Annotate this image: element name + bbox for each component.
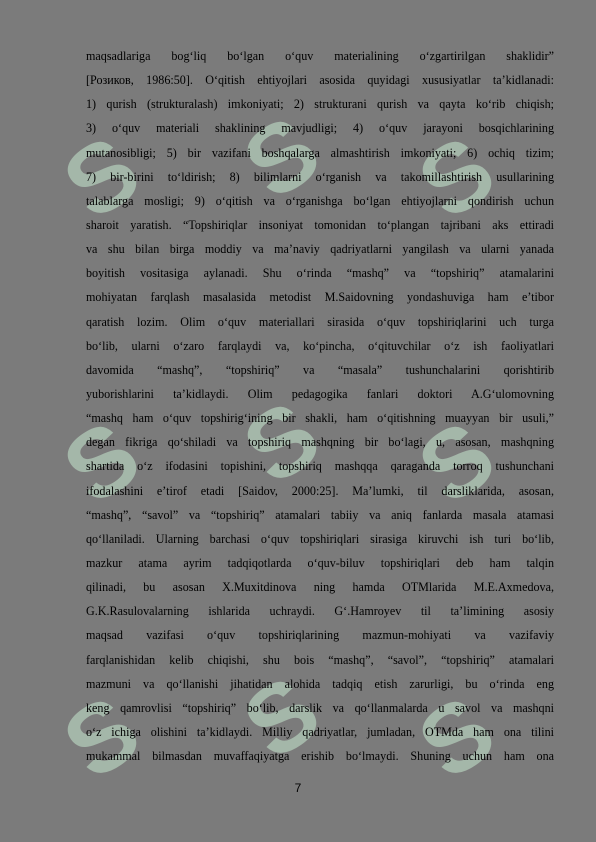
watermark-logo: S bbox=[224, 655, 339, 780]
text-line: yuborishlarini ta’kidlaydi. Olim pedagogika fanlari doktori A.G‘ulomovning bbox=[86, 386, 554, 401]
watermark-logo: S bbox=[399, 400, 514, 525]
text-line: davomida “mashq”, “topshiriq” va “masala” tushunchalarini qorishtirib bbox=[86, 362, 554, 377]
text-line: bo‘lib, ularni o‘zaro farqlaydi va, ko‘pincha, o‘qituvchilar o‘z ish faoliyatlari bbox=[86, 338, 554, 353]
text-line: qilinadi, bu asosan X.Muxitdinova ning hamda OTMlarida M.E.Axmedova, bbox=[86, 580, 554, 595]
text-line: “mashq”, “savol” va “topshiriq” atamalari tabiiy va aniq fanlarda masala atamasi bbox=[86, 507, 554, 522]
text-line: mutanosibligi; 5) bir vazifani boshqalarga almashtirish imkoniyati; 6) ochiq tizim; bbox=[86, 145, 554, 160]
text-line: G.K.Rasulovalarning ishlarida uchraydi. G‘.Hamroyev til ta’limining asosiy bbox=[86, 604, 554, 619]
text-line: 3) o‘quv materiali shaklining mavjudligi; 4) o‘quv jarayoni bosqichlarining bbox=[86, 121, 554, 136]
text-line: degan fikriga qo‘shiladi va topshiriq mashqning bir bo‘lagi, u, asosan, mashqning bbox=[86, 435, 554, 450]
watermark-logo: S bbox=[44, 115, 159, 240]
text-line: [Розиков, 1986:50]. O‘qitish ehtiyojlari asosida quyidagi xususiyatlar ta’kidlanadi: bbox=[86, 73, 554, 88]
watermark-logo: S bbox=[224, 380, 339, 505]
watermark-logo: S bbox=[399, 675, 514, 800]
text-line: qo‘llaniladi. Ularning barchasi o‘quv topshiriqlari sirasiga kiruvchi ish turi bo‘lib, bbox=[86, 531, 554, 546]
text-line: farqlanishidan kelib chiqishi, shu bois “mashq”, “savol”, “topshiriq” atamalari bbox=[86, 652, 554, 667]
text-line: boyitish vositasiga aylanadi. Shu o‘rinda “mashq” va “topshiriq” atamalarini bbox=[86, 266, 554, 281]
text-line: 7) bir-birini to‘ldirish; 8) bilimlarni o‘rganish va takomillashtirish usullarining bbox=[86, 169, 554, 184]
text-line: maqsadlariga bog‘liq bo‘lgan o‘quv materialining o‘zgartirilgan shaklidir” bbox=[86, 49, 554, 63]
text-line: 1) qurish (strukturalash) imkoniyati; 2) strukturani qurish va qayta ko‘rib chiqish; bbox=[86, 97, 554, 112]
watermark-logo: S bbox=[44, 675, 159, 800]
text-line: ifodalashini e’tirof etadi [Saidov, 2000:25]. Ma’lumki, til darsliklarida, asosan, bbox=[86, 483, 554, 498]
text-line: mazmuni va qo‘llanishi jihatidan alohida tadqiq etish zarurligi, bu o‘rinda eng bbox=[86, 676, 554, 691]
text-line: mazkur atama ayrim tadqiqotlarda o‘quv-biluv topshiriqlari deb ham talqin bbox=[86, 555, 554, 570]
watermark-logo: S bbox=[224, 95, 339, 220]
text-line: qaratish lozim. Olim o‘quv materiallari sirasida o‘quv topshiriqlarini uch turga bbox=[86, 314, 554, 329]
text-line: o‘z ichiga olishini ta’kidlaydi. Milliy qadriyatlar, jumladan, OTMda ham ona tilini bbox=[86, 724, 554, 739]
text-line: “mashq ham o‘quv topshirig‘ining bir shakli, ham o‘qitishning muayyan bir usuli,” bbox=[86, 411, 554, 426]
text-line: mohiyatan farqlash masalasida metodist M.Saidovning yondashuviga ham e’tibor bbox=[86, 290, 554, 305]
text-line: va shu bilan birga moddiy va ma’naviy qadriyatlarni yangilash va ularni yanada bbox=[86, 242, 554, 257]
body-text bbox=[86, 44, 554, 768]
text-line: sharoit yaratish. “Topshiriqlar insoniyat tomonidan to‘plangan tajribani aks ettiradi bbox=[86, 217, 554, 232]
text-line: talablarga mosligi; 9) o‘qitish va o‘rganishga bo‘lgan ehtiyojlarni qondirish uchun bbox=[86, 193, 554, 208]
page-number: 7 bbox=[294, 781, 302, 795]
text-line: mukammal bilmasdan muvaffaqiyatga erishib bo‘lmaydi. Shuning uchun ham ona bbox=[86, 749, 554, 764]
watermark-logo: S bbox=[44, 400, 159, 525]
text-line: maqsad vazifasi o‘quv topshiriqlarining mazmun-mohiyati va vazifaviy bbox=[86, 628, 554, 643]
text-line: keng qamrovlisi “topshiriq” bo‘lib, darslik va qo‘llanmalarda u savol va mashqni bbox=[86, 700, 554, 715]
text-line: shartida o‘z ifodasini topishini, topshiriq mashqqa qaraganda torroq tushunchani bbox=[86, 459, 554, 474]
watermark-logo: S bbox=[399, 115, 514, 240]
